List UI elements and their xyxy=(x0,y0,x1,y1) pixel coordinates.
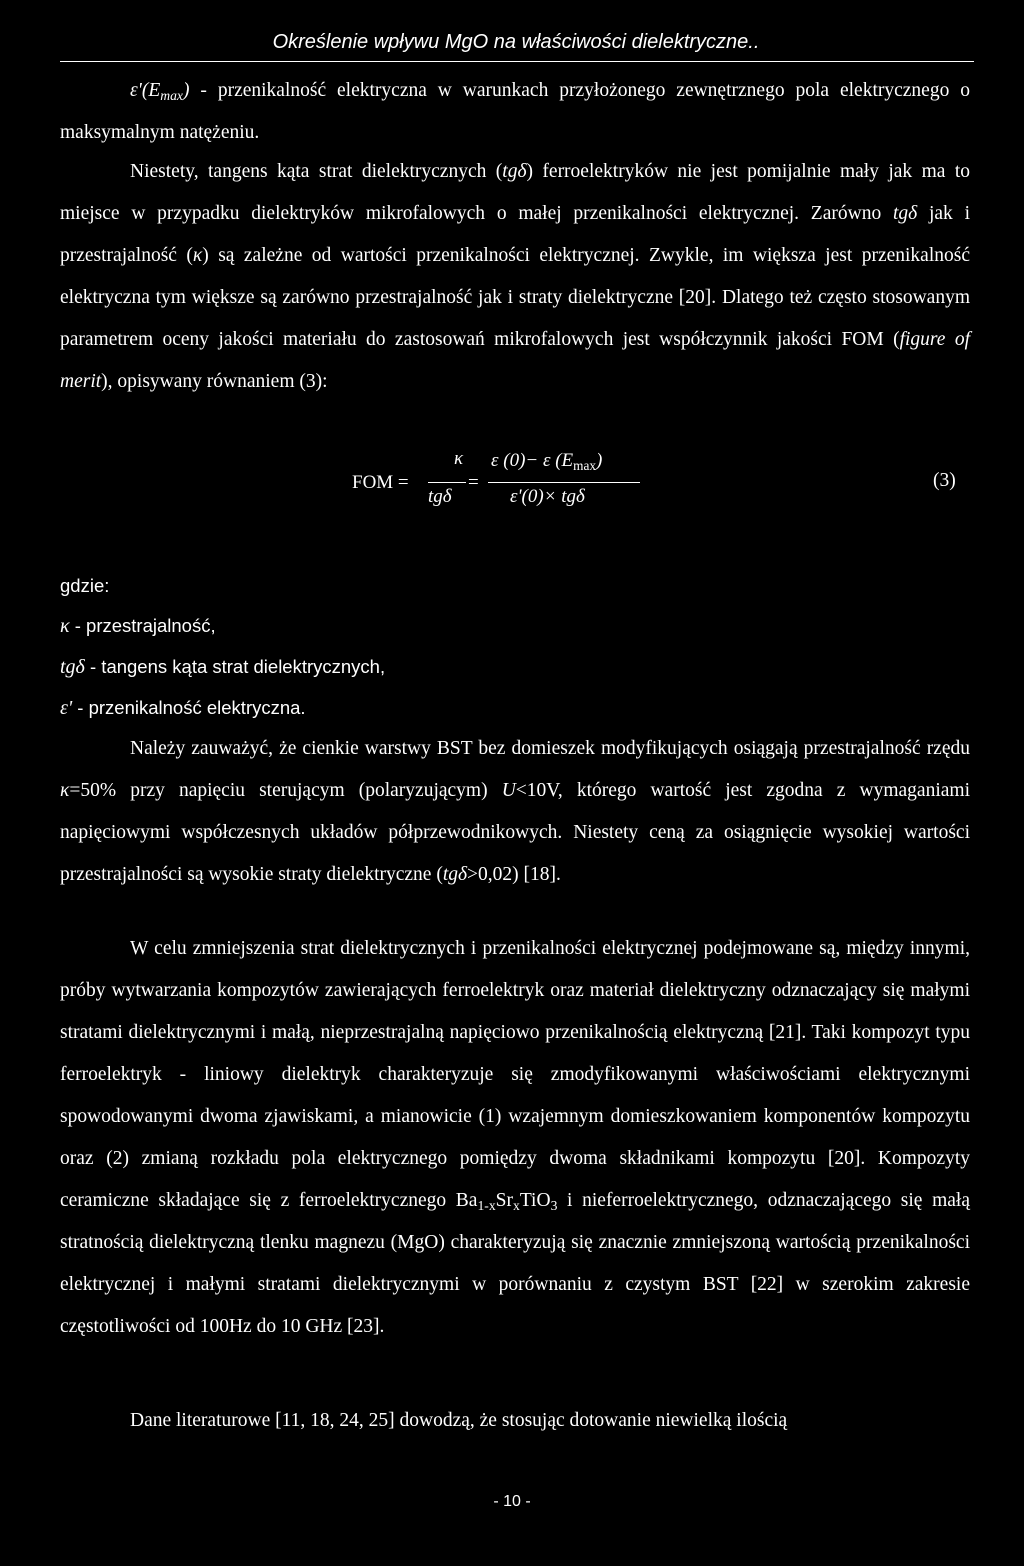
paragraph-emax-definition: $\varepsilon'(E_{max})$ - przenikalność elektryczna w warunkach przyłożonego zewnętrznego pola elektrycznego o maksymalnym natężeniu. xyxy=(60,80,970,143)
fraction-bar-2 xyxy=(488,482,640,483)
definition-tgdelta: tgδ - tangens kąta strat dielektrycznych, xyxy=(60,656,386,678)
fom-equation xyxy=(352,446,682,536)
definitions-intro: gdzie: xyxy=(60,575,110,596)
paragraph-literature: Dane literaturowe [11, 18, 24, 25] dowodzą, że stosując dotowanie niewielką ilością xyxy=(130,1410,788,1431)
paragraph-bst-tunability: Należy zauważyć, że cienkie warstwy BST bez domieszek modyfikujących osiągają przestrajalność rzędu κ=50% przy napięciu sterującym (polaryzującym) U<10V, którego wartość jest zgodna z wymaganiami napięciowymi współczesnych układów półprzewodnikowych. Niestety ceną za osiągnięcie wysokiej wartości przestrajalności są wysokie straty dielektryczne (tgδ>0,02) [18]. xyxy=(60,738,970,885)
paragraph-fom-intro: Niestety, tangens kąta strat dielektrycznych (tgδ) ferroelektryków nie jest pomijalnie mały jak ma to miejsce w przypadku dielektryków mikrofalowych o małej przenikalności elektrycznej. Zarówno tgδ jak i przestrajalność (κ) są zależne od wartości przenikalności elektrycznej. Zwykle, im większa jest przenikalność elektryczna tym większe są zarówno przestrajalność jak i straty dielektryczne [20]. Dlatego też często stosowanym parametrem oceny jakości materiału do zastosowań mikrofalowych jest współczynnik jakości FOM (figure of merit), opisywany równaniem (3): xyxy=(60,161,970,392)
fom-numerator-1: κ xyxy=(454,448,464,469)
definition-kappa: κ - przestrajalność, xyxy=(60,615,216,637)
fom-denominator-2: ε'(0)× tgδ xyxy=(510,486,585,507)
fom-numerator-2: ε (0)− ε $(E_{max})$ xyxy=(491,450,603,473)
fom-denominator-1: tgδ xyxy=(428,486,452,507)
equation-number: (3) xyxy=(933,470,956,491)
running-header: Określenie wpływu MgO na właściwości dielektryczne.. xyxy=(272,31,760,53)
paragraph-composites: W celu zmniejszenia strat dielektrycznych i przenikalności elektrycznej podejmowane są, między innymi, próby wytwarzania kompozytów zawierających ferroelektryk oraz materiał dielektryczny odznaczający się małymi stratami dielektrycznymi i małą, nieprzestrajalną napięciowo przenikalnością elektryczną [21]. Taki kompozyt typu ferroelektryk - liniowy dielektryk charakteryzuje się zmodyfikowanymi właściwościami elektrycznymi spowodowanymi dwoma zjawiskami, a mianowicie (1) wzajemnym domieszkowaniem komponentów kompozytu oraz (2) zmianą rozkładu pola elektrycznego pomiędzy dwoma składnikami kompozytu [20]. Kompozyty ceramiczne składające się z ferroelektrycznego $Ba_{1-x}Sr_xTiO_3$ i nieferroelektrycznego, odznaczającego się małą stratnością dielektryczną tlenku magnezu (MgO) charakteryzują się znacznie zmniejszoną wartością przenikalności elektrycznej i małymi stratami dielektrycznymi w porównaniu z czystym BST [22] w szerokim zakresie częstotliwości od 100Hz do 10 GHz [23]. xyxy=(60,938,970,1337)
definition-epsilon: ε' - przenikalność elektryczna. xyxy=(60,697,306,719)
fom-eq-sign: = xyxy=(468,472,479,493)
header-rule xyxy=(60,61,974,62)
emax-symbol: $\varepsilon'(E_{max})$ xyxy=(130,80,190,103)
fom-lhs: FOM = xyxy=(352,472,409,493)
page-number: - 10 - xyxy=(493,1493,531,1510)
fraction-bar-1 xyxy=(428,482,466,483)
